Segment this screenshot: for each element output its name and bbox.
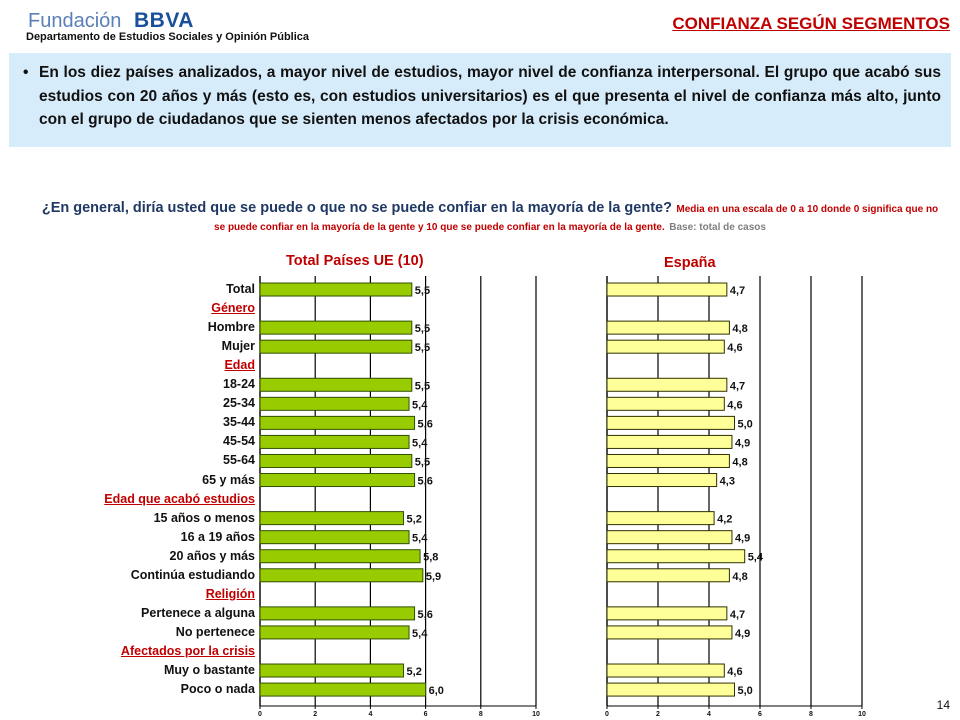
tick-label: 10 — [532, 711, 540, 718]
data-label: 5,6 — [417, 475, 433, 488]
tick-label: 8 — [809, 711, 813, 718]
data-label: 4,9 — [734, 627, 751, 640]
group-label: Género — [211, 301, 255, 316]
row-label: 35-44 — [223, 415, 255, 430]
tick-label: 6 — [423, 711, 428, 718]
bar-ue — [260, 683, 426, 696]
data-label: 5,4 — [412, 437, 428, 450]
tick-label: 4 — [368, 711, 373, 718]
data-label: 4,7 — [729, 608, 746, 621]
data-label: 5,4 — [412, 627, 428, 640]
tick-label: 4 — [707, 711, 711, 718]
bar-ue — [260, 474, 415, 487]
bar-spain — [607, 454, 729, 467]
tick-label: 2 — [313, 711, 318, 718]
data-label: 4,7 — [729, 380, 746, 393]
row-label: 65 y más — [202, 472, 255, 487]
data-label: 5,4 — [747, 551, 763, 564]
bar-spain — [607, 397, 724, 410]
tick-label: 2 — [656, 711, 660, 718]
bar-spain — [607, 416, 735, 429]
row-label: Muy o bastante — [164, 663, 255, 677]
bar-ue — [260, 569, 423, 582]
row-label: 25-34 — [223, 396, 255, 411]
bar-spain — [607, 607, 727, 620]
data-label: 5,4 — [412, 399, 428, 412]
group-label: Edad que acabó estudios — [104, 491, 255, 506]
data-label: 5,2 — [406, 666, 422, 679]
bar-ue — [260, 397, 409, 410]
data-label: 5,8 — [423, 551, 439, 564]
page-number: 14 — [936, 698, 950, 712]
data-label: 5,5 — [414, 456, 431, 469]
bar-spain — [607, 435, 732, 448]
row-label: Continúa estudiando — [130, 567, 255, 582]
bullet-icon: • — [23, 64, 29, 81]
group-label: Afectados por la crisis — [120, 643, 255, 658]
bar-ue — [260, 435, 409, 448]
row-label: 16 a 19 años — [180, 529, 255, 544]
data-label: 5,4 — [412, 532, 428, 545]
bar-spain — [607, 664, 724, 677]
data-label: 4,6 — [727, 342, 743, 355]
bar-ue — [260, 531, 409, 544]
bar-ue — [260, 321, 412, 334]
row-label: 15 años o menos — [153, 510, 255, 525]
data-label: 4,8 — [732, 323, 748, 336]
bar-spain — [607, 550, 745, 563]
data-label: 5,5 — [414, 342, 431, 355]
bar-ue — [260, 454, 412, 467]
tick-label: 10 — [858, 711, 866, 718]
tick-label: 0 — [258, 711, 262, 718]
scale-note: Media en una escala de 0 a 10 donde 0 significa que no se puede confiar en la mayoría de la gente y 10 que se puede confiar en la mayoría de la gente. — [214, 204, 939, 233]
data-label: 4,3 — [719, 475, 735, 488]
bar-ue — [260, 626, 409, 639]
tick-label: 0 — [605, 711, 609, 718]
bar-spain — [607, 531, 732, 544]
bar-ue — [260, 664, 404, 677]
data-label: 4,7 — [729, 285, 746, 298]
panel-title-spain: España — [664, 255, 716, 271]
data-label: 5,9 — [425, 570, 442, 583]
row-label: Total — [226, 282, 255, 296]
data-label: 5,6 — [417, 418, 433, 431]
bar-spain — [607, 512, 714, 525]
department-name: Departamento de Estudios Sociales y Opinión Pública — [26, 31, 310, 43]
question-text: ¿En general, diría usted que se puede o que no se puede confiar en la mayoría de la gente? — [41, 200, 672, 216]
bar-spain — [607, 378, 727, 391]
data-label: 4,8 — [732, 570, 748, 583]
bar-ue — [260, 550, 420, 563]
row-label: Hombre — [207, 320, 255, 335]
group-label: Edad — [224, 358, 255, 373]
logo-brand: BBVA — [134, 9, 194, 32]
bar-ue — [260, 283, 412, 296]
base-note: Base: total de casos — [669, 222, 766, 233]
data-label: 4,2 — [717, 513, 733, 526]
bar-spain — [607, 283, 727, 296]
row-label: No pertenece — [175, 624, 255, 639]
bar-spain — [607, 321, 729, 334]
row-label: 45-54 — [223, 434, 255, 449]
group-label: Religión — [205, 586, 255, 601]
tick-label: 6 — [758, 711, 762, 718]
row-label: 18-24 — [223, 377, 255, 392]
bar-spain — [607, 683, 735, 696]
data-label: 4,8 — [732, 456, 748, 469]
panel-title-ue: Total Países UE (10) — [286, 253, 424, 269]
bar-ue — [260, 607, 415, 620]
row-label: Poco o nada — [180, 682, 255, 697]
tick-label: 8 — [478, 711, 483, 718]
logo-text: Fundación — [28, 10, 122, 32]
data-label: 5,2 — [406, 513, 422, 526]
bar-ue — [260, 378, 412, 391]
row-label: Mujer — [221, 339, 255, 354]
bar-ue — [260, 512, 404, 525]
data-label: 5,0 — [737, 685, 753, 698]
row-label: 55-64 — [223, 453, 255, 468]
data-label: 4,9 — [734, 437, 751, 450]
data-label: 5,5 — [414, 380, 431, 393]
row-label: 20 años y más — [169, 548, 255, 563]
bar-spain — [607, 474, 717, 487]
data-label: 4,6 — [727, 399, 743, 412]
data-label: 5,6 — [417, 608, 433, 621]
bar-spain — [607, 340, 724, 353]
data-label: 5,0 — [737, 418, 753, 431]
data-label: 5,5 — [414, 285, 431, 298]
summary-text: En los diez países analizados, a mayor nivel de estudios, mayor nivel de confianza interpersonal. El grupo que acabó sus estudios con 20 años y más (esto es, con estudios universitarios) es el que presenta el nivel de confianza más alto, junto con el grupo de ciudadanos que se sienten menos afectados por la crisis económica. — [39, 64, 941, 128]
bar-ue — [260, 340, 412, 353]
bar-spain — [607, 626, 732, 639]
data-label: 4,9 — [734, 532, 751, 545]
data-label: 6,0 — [428, 685, 444, 698]
bar-spain — [607, 569, 729, 582]
data-label: 5,5 — [414, 323, 431, 336]
bar-ue — [260, 416, 415, 429]
row-label: Pertenece a alguna — [141, 605, 255, 620]
section-title: CONFIANZA SEGÚN SEGMENTOS — [672, 14, 950, 33]
data-label: 4,6 — [727, 666, 743, 679]
